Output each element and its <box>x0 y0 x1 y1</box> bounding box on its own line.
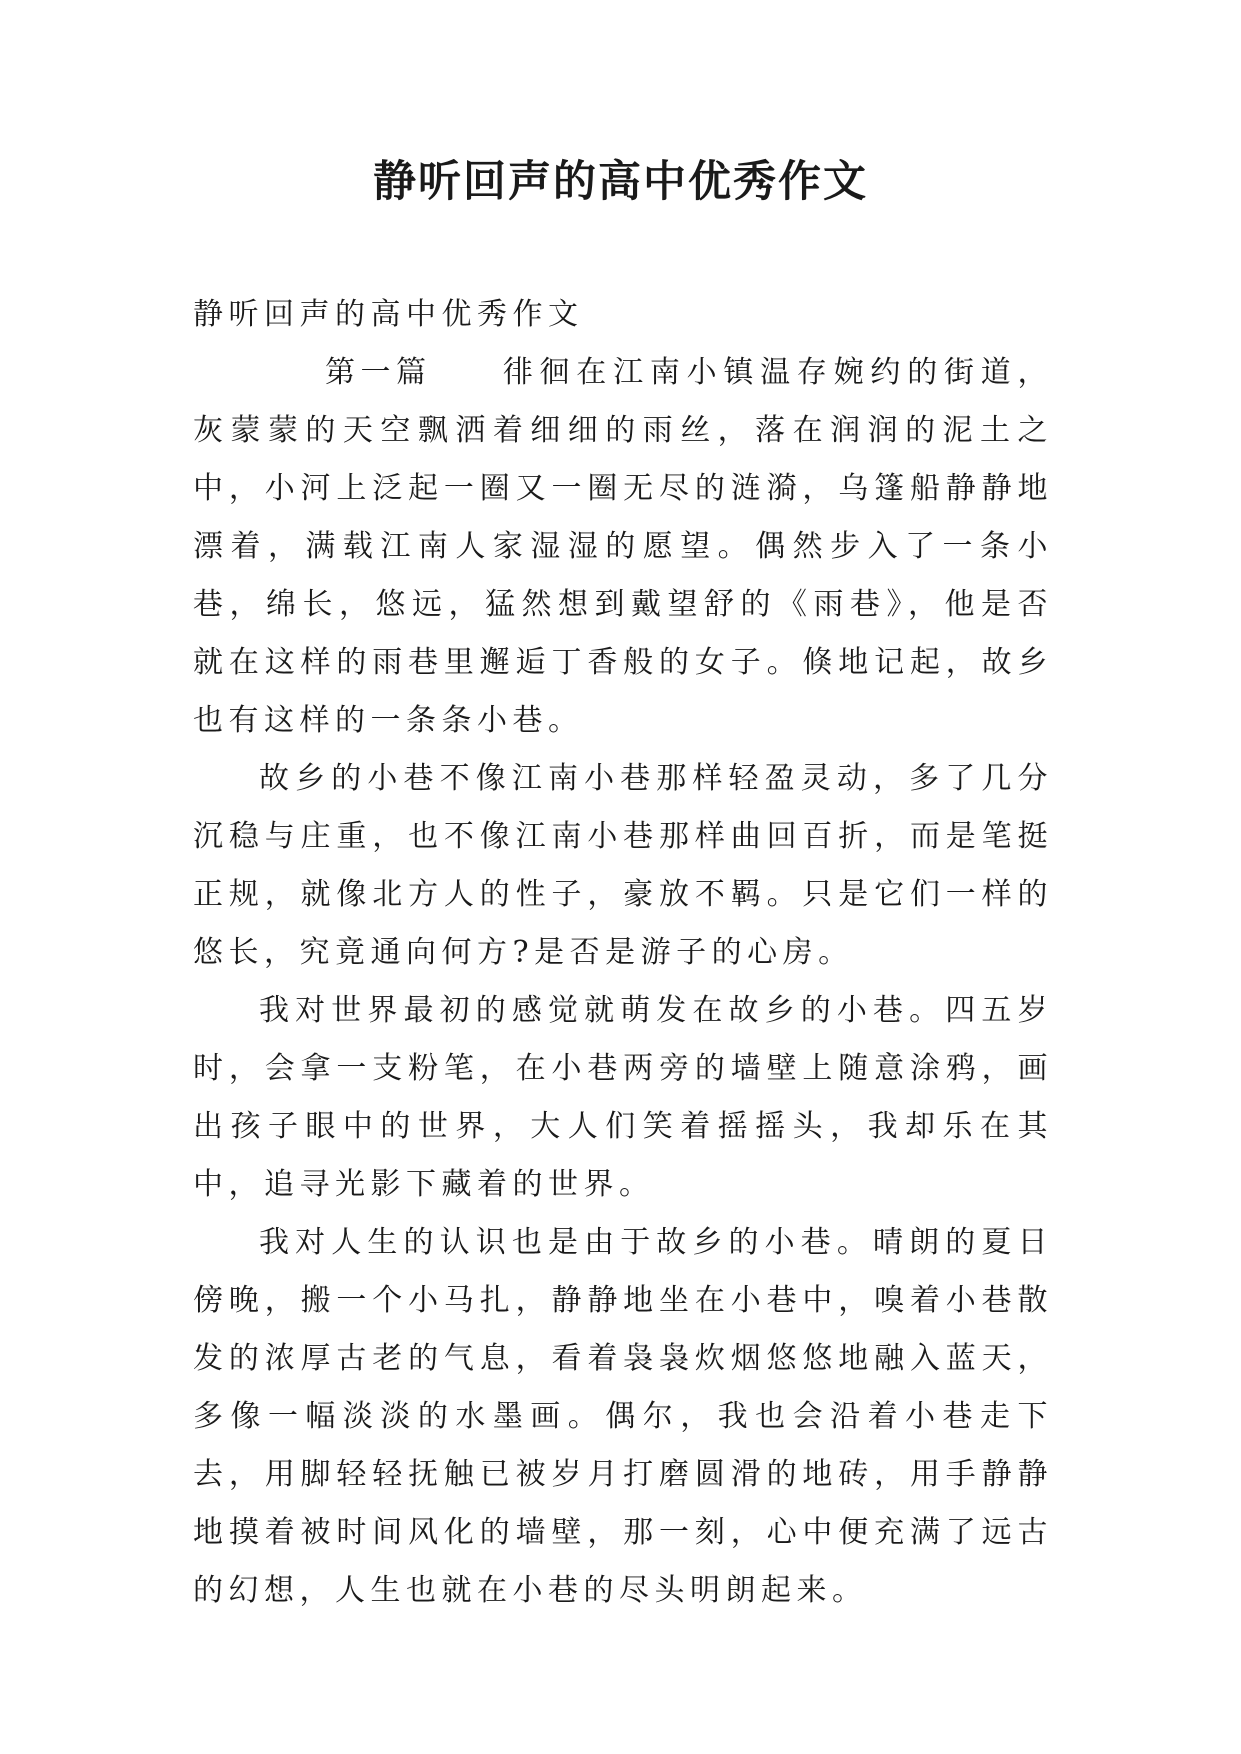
paragraph-1 <box>193 344 1053 750</box>
document-body <box>193 286 1053 1620</box>
paragraph-3: 我对世界最初的感觉就萌发在故乡的小巷。四五岁时，会拿一支粉笔，在小巷两旁的墙壁上随意涂鸦，画出孩子眼中的世界，大人们笑着摇摇头，我却乐在其中，追寻光影下藏着的世界。 <box>193 993 1053 1202</box>
section-label: 第一篇 <box>325 355 432 390</box>
paragraph-2: 故乡的小巷不像江南小巷那样轻盈灵动，多了几分沉稳与庄重，也不像江南小巷那样曲回百折，而是笔挺正规，就像北方人的性子，豪放不羁。只是它们一样的悠长，究竟通向何方?是否是游子的心房。 <box>193 761 1053 970</box>
document-subtitle: 静听回声的高中优秀作文 <box>193 297 584 332</box>
paragraph-1-text: 徘徊在江南小镇温存婉约的街道，灰蒙蒙的天空飘洒着细细的雨丝，落在润润的泥土之中，小河上泛起一圈又一圈无尽的涟漪，乌篷船静静地漂着，满载江南人家湿湿的愿望。偶然步入了一条小巷，绵长，悠远，猛然想到戴望舒的《雨巷》，他是否就在这样的雨巷里邂逅丁香般的女子。倏地记起，故乡也有这样的一条条小巷。 <box>193 355 1053 738</box>
document-title: 静听回声的高中优秀作文 <box>373 157 868 207</box>
paragraph-4: 我对人生的认识也是由于故乡的小巷。晴朗的夏日傍晚，搬一个小马扎，静静地坐在小巷中，嗅着小巷散发的浓厚古老的气息，看着袅袅炊烟悠悠地融入蓝天，多像一幅淡淡的水墨画。偶尔，我也会沿着小巷走下去，用脚轻轻抚触已被岁月打磨圆滑的地砖，用手静静地摸着被时间风化的墙壁，那一刻，心中便充满了远古的幻想，人生也就在小巷的尽头明朗起来。 <box>193 1225 1053 1608</box>
